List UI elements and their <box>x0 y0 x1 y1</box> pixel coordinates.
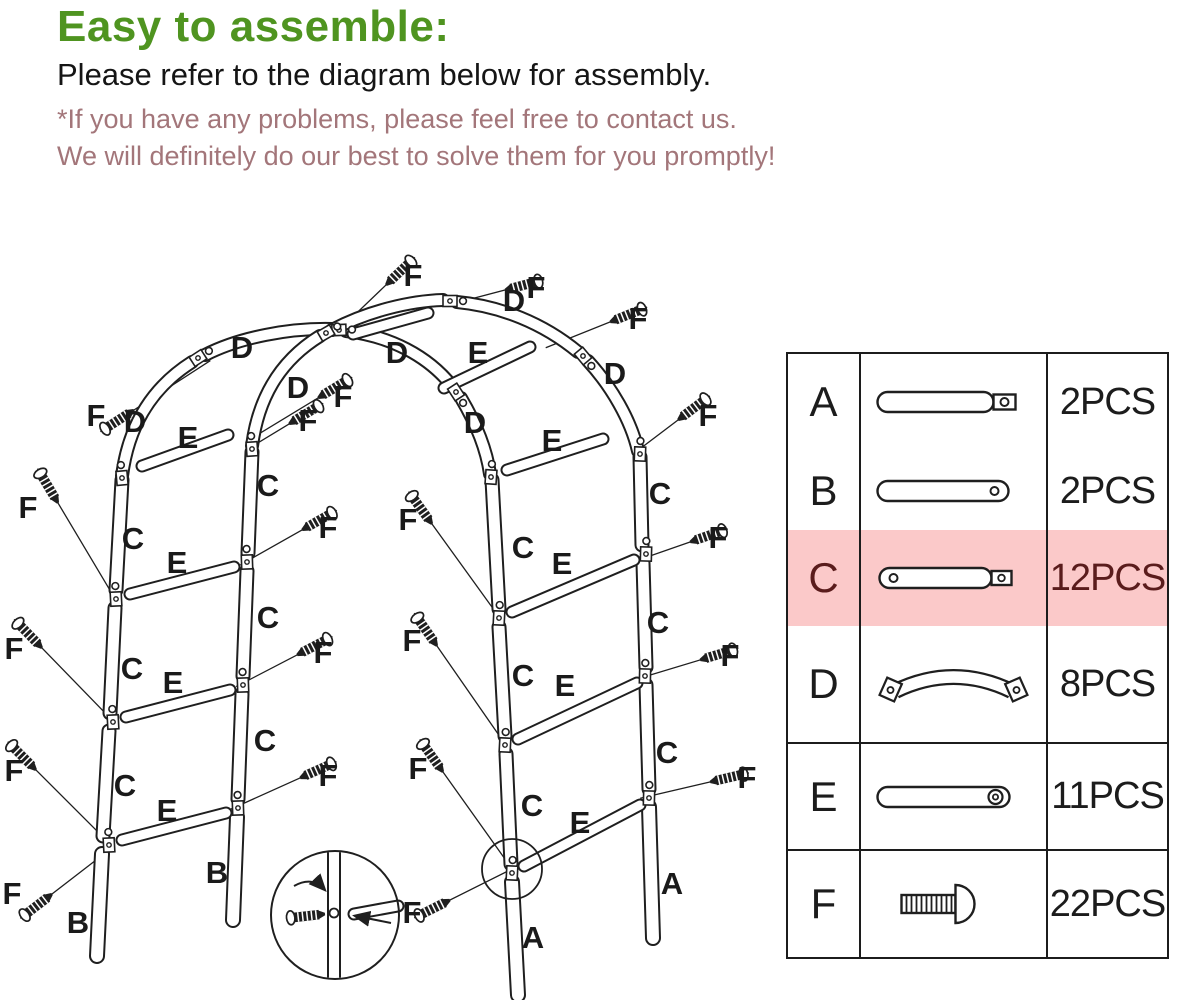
part-label-A: A <box>521 920 545 955</box>
screw-icon <box>286 907 326 925</box>
part-quantity: 2PCS <box>1048 354 1167 450</box>
part-label-F: F <box>698 398 718 433</box>
part-label-C: C <box>646 605 670 640</box>
part-illustration-rod-with-tab <box>861 354 1048 450</box>
part-label-B: B <box>205 855 229 890</box>
part-label-F: F <box>4 753 24 788</box>
part-label-F: F <box>737 760 757 795</box>
part-label-F: F <box>318 758 338 793</box>
part-label-C: C <box>648 476 672 511</box>
part-label-C: C <box>253 723 277 758</box>
part-label-E: E <box>551 546 573 581</box>
parts-table-row <box>788 530 1167 626</box>
part-label-F: F <box>2 876 22 911</box>
part-label-D: D <box>385 335 409 370</box>
part-quantity: 8PCS <box>1048 626 1167 742</box>
page-title: Easy to assemble: <box>57 2 450 51</box>
parts-table-row <box>788 443 1167 530</box>
part-letter: E <box>788 744 861 849</box>
part-illustration-screw <box>861 851 1048 957</box>
part-letter: F <box>788 851 861 957</box>
part-label-E: E <box>554 668 576 703</box>
part-label-D: D <box>463 405 487 440</box>
screw-hole <box>330 909 339 918</box>
part-label-F: F <box>402 895 422 930</box>
part-label-E: E <box>177 420 199 455</box>
page-subtitle: Please refer to the diagram below for assembly. <box>57 57 712 92</box>
contact-note-line2: We will definitely do our best to solve them for you promptly! <box>57 141 776 171</box>
frame-structure <box>97 300 653 995</box>
part-label-D: D <box>230 330 254 365</box>
part-label-A: A <box>660 866 684 901</box>
part-label-F: F <box>18 490 38 525</box>
part-quantity: 22PCS <box>1048 851 1167 957</box>
part-label-F: F <box>86 398 106 433</box>
part-label-D: D <box>502 283 526 318</box>
parts-quantity-table <box>786 352 1169 959</box>
part-label-E: E <box>541 423 563 458</box>
part-illustration-curved-arch-segment <box>861 626 1048 742</box>
contact-note-line1: *If you have any problems, please feel free to contact us. <box>57 104 737 134</box>
part-label-E: E <box>569 805 591 840</box>
parts-table-row <box>788 626 1167 744</box>
part-letter: C <box>788 530 861 626</box>
part-label-B: B <box>66 905 90 940</box>
part-illustration-rod-with-ring-hole <box>861 744 1048 849</box>
part-label-E: E <box>166 545 188 580</box>
part-label-C: C <box>256 468 280 503</box>
part-label-C: C <box>511 530 535 565</box>
part-quantity: 12PCS <box>1048 530 1167 626</box>
part-label-C: C <box>121 521 145 556</box>
part-label-F: F <box>708 520 728 555</box>
part-label-F: F <box>398 502 418 537</box>
part-label-C: C <box>120 651 144 686</box>
part-label-F: F <box>408 751 428 786</box>
part-label-C: C <box>511 658 535 693</box>
part-label-F: F <box>526 270 546 305</box>
part-label-C: C <box>655 735 679 770</box>
part-illustration-rod-with-hole-and-tab <box>861 530 1048 626</box>
part-label-D: D <box>286 370 310 405</box>
part-label-E: E <box>467 335 489 370</box>
part-label-F: F <box>298 403 318 438</box>
part-label-C: C <box>520 788 544 823</box>
part-label-E: E <box>156 793 178 828</box>
part-letter: A <box>788 354 861 450</box>
part-label-C: C <box>113 768 137 803</box>
parts-table-row <box>788 851 1167 957</box>
part-quantity: 11PCS <box>1048 744 1167 849</box>
part-letter: D <box>788 626 861 742</box>
part-label-F: F <box>628 301 648 336</box>
part-label-F: F <box>402 623 422 658</box>
part-illustration-rod-with-hole <box>861 443 1048 539</box>
part-label-F: F <box>318 510 338 545</box>
screw-icon <box>17 888 56 923</box>
part-label-D: D <box>603 356 627 391</box>
part-label-F: F <box>333 379 353 414</box>
parts-table-row <box>788 744 1167 851</box>
part-label-F: F <box>313 635 333 670</box>
part-quantity: 2PCS <box>1048 443 1167 539</box>
part-label-F: F <box>403 258 423 293</box>
part-label-F: F <box>720 638 740 673</box>
parts-table-row <box>788 354 1167 443</box>
part-label-E: E <box>162 665 184 700</box>
part-label-D: D <box>123 404 147 439</box>
part-label-F: F <box>4 631 24 666</box>
part-label-C: C <box>256 600 280 635</box>
turn-arrow-icon <box>294 882 324 889</box>
part-letter: B <box>788 443 861 539</box>
